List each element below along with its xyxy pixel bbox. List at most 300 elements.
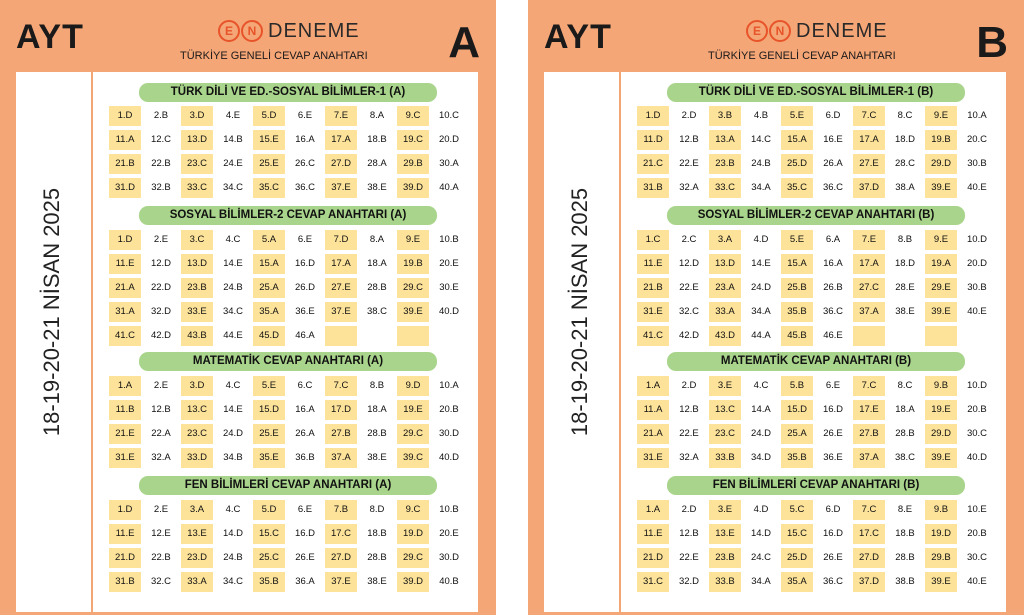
section-title: FEN BİLİMLERİ CEVAP ANAHTARI (B)	[667, 476, 965, 495]
answer-cell: 28.A	[367, 158, 387, 169]
answer-cell: 32.A	[679, 182, 699, 193]
answer-cell: 11.B	[109, 400, 141, 420]
answer-cell: 4.B	[753, 110, 769, 121]
answer-cell: 22.B	[151, 552, 171, 563]
answer-cell: 22.D	[150, 282, 172, 293]
answer-cell: 25.C	[253, 548, 285, 568]
answer-cell: 12.B	[679, 134, 699, 145]
answer-cell: 16.D	[294, 528, 316, 539]
answer-cell: 46.E	[823, 330, 843, 341]
answer-cell: 13.D	[181, 254, 213, 274]
answer-cell: 2.B	[153, 110, 169, 121]
answer-cell: 4.C	[753, 380, 769, 391]
logo-n-ring: N	[241, 20, 263, 42]
answer-cell: 6.A	[825, 234, 841, 245]
answer-grid	[637, 500, 997, 592]
answer-cell: 12.B	[151, 404, 171, 415]
answer-cell: 34.C	[222, 182, 244, 193]
answer-cell: 34.B	[223, 452, 243, 463]
answer-cell: 32.A	[679, 452, 699, 463]
answer-cell: 7.D	[325, 230, 357, 250]
answer-cell: 36.B	[295, 452, 315, 463]
answer-cell: 6.E	[297, 110, 313, 121]
empty-answer-cell	[325, 326, 357, 346]
answer-cell: 23.A	[709, 278, 741, 298]
answer-cell: 25.A	[781, 424, 813, 444]
answer-cell: 33.C	[709, 178, 741, 198]
answer-cell: 33.B	[709, 572, 741, 592]
answer-cell: 22.E	[679, 552, 699, 563]
answer-cell: 21.B	[637, 278, 669, 298]
answer-cell: 36.C	[822, 182, 844, 193]
answer-cell: 20.D	[966, 258, 988, 269]
answer-cell: 25.E	[253, 424, 285, 444]
brand-name: DENEME	[796, 19, 888, 42]
answer-cell: 8.B	[897, 234, 913, 245]
answer-cell: 18.A	[367, 258, 387, 269]
answer-grid	[637, 230, 997, 346]
answer-cell: 16.E	[823, 134, 843, 145]
answer-cell: 6.E	[825, 380, 841, 391]
answer-cell: 24.D	[750, 282, 772, 293]
answer-cell: 4.D	[753, 234, 769, 245]
answer-cell: 3.D	[181, 376, 213, 396]
answer-cell: 45.B	[781, 326, 813, 346]
exam-label: AYT	[16, 18, 84, 56]
answer-cell: 21.D	[109, 548, 141, 568]
answer-cell: 2.D	[681, 380, 697, 391]
answer-cell: 24.B	[223, 282, 243, 293]
answer-cell: 15.A	[781, 254, 813, 274]
answer-cell: 37.A	[325, 448, 357, 468]
answer-cell: 10.A	[439, 380, 459, 391]
answer-cell: 24.B	[751, 158, 771, 169]
answer-cell: 33.A	[709, 302, 741, 322]
answer-key-panel-a	[0, 0, 496, 615]
answer-cell: 11.E	[109, 524, 141, 544]
answer-cell: 5.D	[253, 106, 285, 126]
answer-cell: 16.A	[295, 404, 315, 415]
answer-cell: 23.B	[181, 278, 213, 298]
answer-cell: 8.A	[369, 234, 385, 245]
answer-cell: 1.C	[637, 230, 669, 250]
answer-cell: 40.D	[438, 452, 460, 463]
answer-cell: 27.D	[853, 548, 885, 568]
answer-cell: 16.D	[294, 258, 316, 269]
answer-cell: 18.B	[367, 134, 387, 145]
answer-cell: 36.C	[822, 306, 844, 317]
answer-cell: 8.D	[369, 504, 385, 515]
answer-cell: 5.C	[781, 500, 813, 520]
answer-cell: 17.C	[325, 524, 357, 544]
answer-cell: 35.B	[253, 572, 285, 592]
answer-cell: 38.B	[895, 576, 915, 587]
answer-cell: 19.C	[397, 130, 429, 150]
answer-cell: 31.E	[637, 302, 669, 322]
answer-cell: 46.A	[295, 330, 315, 341]
answer-cell: 29.D	[925, 424, 957, 444]
answer-cell: 19.D	[397, 524, 429, 544]
answer-cell: 36.C	[822, 576, 844, 587]
answer-cell: 15.D	[781, 400, 813, 420]
answer-cell: 38.C	[366, 306, 388, 317]
answer-cell: 7.C	[853, 500, 885, 520]
answer-cell: 44.A	[751, 330, 771, 341]
answer-cell: 5.E	[253, 376, 285, 396]
answer-cell: 8.C	[897, 380, 913, 391]
answer-cell: 30.D	[438, 552, 460, 563]
answer-cell: 12.D	[678, 258, 700, 269]
answer-cell: 20.E	[439, 528, 459, 539]
answer-cell: 14.E	[223, 404, 243, 415]
answer-cell: 37.E	[325, 572, 357, 592]
answer-cell: 1.D	[109, 230, 141, 250]
answer-cell: 17.D	[325, 400, 357, 420]
answer-cell: 20.B	[967, 528, 987, 539]
answer-cell: 3.E	[709, 376, 741, 396]
section-title: MATEMATİK CEVAP ANAHTARI (B)	[667, 352, 965, 371]
answer-grid	[637, 106, 997, 198]
answer-cell: 26.A	[295, 428, 315, 439]
exam-label: AYT	[544, 18, 612, 56]
answer-cell: 25.D	[781, 548, 813, 568]
answer-cell: 15.D	[253, 400, 285, 420]
answer-cell: 27.B	[853, 424, 885, 444]
answer-cell: 39.E	[925, 448, 957, 468]
answer-cell: 15.E	[253, 130, 285, 150]
answer-cell: 41.C	[109, 326, 141, 346]
answer-cell: 23.B	[709, 548, 741, 568]
answer-cell: 38.E	[895, 306, 915, 317]
answer-cell: 37.D	[853, 572, 885, 592]
answer-cell: 3.E	[709, 500, 741, 520]
answer-cell: 29.C	[397, 424, 429, 444]
answer-grid	[109, 106, 469, 198]
answer-cell: 23.C	[181, 154, 213, 174]
answer-cell: 13.D	[181, 130, 213, 150]
empty-answer-cell	[889, 326, 921, 346]
answer-cell: 19.B	[397, 254, 429, 274]
answer-cell: 29.C	[397, 278, 429, 298]
answer-cell: 10.D	[966, 380, 988, 391]
answer-cell: 23.D	[181, 548, 213, 568]
answer-cell: 36.A	[295, 576, 315, 587]
answer-cell: 5.E	[781, 230, 813, 250]
answer-cell: 36.C	[294, 182, 316, 193]
answer-cell: 30.A	[439, 158, 459, 169]
answer-cell: 25.A	[253, 278, 285, 298]
answer-cell: 24.C	[750, 552, 772, 563]
answer-cell: 38.E	[367, 182, 387, 193]
answer-cell: 13.E	[181, 524, 213, 544]
answer-cell: 11.A	[109, 130, 141, 150]
empty-answer-cell	[853, 326, 885, 346]
answer-cell: 45.D	[253, 326, 285, 346]
answer-cell: 32.B	[151, 182, 171, 193]
answer-cell: 21.B	[109, 154, 141, 174]
answer-cell: 39.E	[925, 178, 957, 198]
answer-cell: 26.E	[823, 552, 843, 563]
answer-cell: 17.A	[853, 130, 885, 150]
answer-cell: 3.A	[181, 500, 213, 520]
answer-cell: 30.B	[967, 158, 987, 169]
answer-cell: 11.D	[637, 130, 669, 150]
answer-cell: 7.C	[853, 376, 885, 396]
answer-cell: 31.D	[109, 178, 141, 198]
answer-cell: 26.E	[295, 552, 315, 563]
answer-cell: 25.E	[253, 154, 285, 174]
answer-cell: 21.A	[637, 424, 669, 444]
answer-cell: 27.D	[325, 548, 357, 568]
answer-cell: 22.E	[679, 428, 699, 439]
answer-cell: 38.E	[367, 452, 387, 463]
section-title: SOSYAL BİLİMLER-2 CEVAP ANAHTARI (A)	[139, 206, 437, 225]
answer-cell: 19.B	[925, 130, 957, 150]
answer-sheet	[621, 72, 1006, 612]
answer-cell: 1.A	[109, 376, 141, 396]
answer-cell: 36.E	[823, 452, 843, 463]
answer-cell: 40.D	[966, 452, 988, 463]
section-title: TÜRK DİLİ VE ED.-SOSYAL BİLİMLER-1 (B)	[667, 83, 965, 102]
answer-cell: 9.D	[397, 376, 429, 396]
answer-grid	[109, 376, 469, 468]
answer-cell: 39.E	[925, 302, 957, 322]
answer-cell: 1.A	[637, 500, 669, 520]
answer-cell: 29.B	[397, 154, 429, 174]
answer-cell: 29.C	[397, 548, 429, 568]
answer-cell: 19.A	[925, 254, 957, 274]
subtitle: TÜRKİYE GENELİ CEVAP ANAHTARI	[180, 50, 368, 62]
answer-cell: 17.A	[325, 254, 357, 274]
answer-cell: 18.D	[894, 258, 916, 269]
answer-cell: 32.D	[150, 306, 172, 317]
answer-cell: 30.B	[967, 282, 987, 293]
answer-grid	[637, 376, 997, 468]
answer-cell: 22.E	[679, 158, 699, 169]
answer-cell: 10.E	[967, 504, 987, 515]
answer-cell: 6.E	[297, 234, 313, 245]
answer-cell: 15.A	[781, 130, 813, 150]
answer-cell: 8.B	[369, 380, 385, 391]
answer-cell: 34.A	[751, 306, 771, 317]
answer-cell: 21.D	[637, 548, 669, 568]
answer-cell: 8.C	[897, 110, 913, 121]
answer-cell: 4.C	[225, 234, 241, 245]
answer-cell: 41.C	[637, 326, 669, 346]
answer-cell: 34.A	[751, 182, 771, 193]
answer-cell: 5.A	[253, 230, 285, 250]
answer-cell: 40.B	[439, 576, 459, 587]
answer-cell: 27.B	[325, 424, 357, 444]
answer-cell: 15.C	[781, 524, 813, 544]
answer-cell: 18.A	[895, 404, 915, 415]
answer-cell: 7.B	[325, 500, 357, 520]
answer-cell: 23.B	[709, 154, 741, 174]
answer-cell: 12.D	[150, 258, 172, 269]
answer-cell: 6.E	[297, 504, 313, 515]
answer-cell: 3.A	[709, 230, 741, 250]
answer-cell: 18.B	[367, 528, 387, 539]
answer-cell: 44.E	[223, 330, 243, 341]
answer-cell: 31.E	[109, 448, 141, 468]
answer-cell: 23.C	[181, 424, 213, 444]
answer-cell: 6.D	[825, 110, 841, 121]
answer-cell: 13.C	[709, 400, 741, 420]
answer-cell: 34.C	[222, 576, 244, 587]
answer-cell: 40.E	[967, 576, 987, 587]
answer-cell: 9.C	[397, 500, 429, 520]
answer-cell: 30.D	[438, 428, 460, 439]
answer-cell: 14.E	[751, 258, 771, 269]
answer-cell: 26.B	[823, 282, 843, 293]
answer-cell: 25.B	[781, 278, 813, 298]
empty-answer-cell	[361, 326, 393, 346]
answer-cell: 26.A	[823, 158, 843, 169]
answer-cell: 10.C	[438, 110, 460, 121]
answer-cell: 43.B	[181, 326, 213, 346]
answer-cell: 22.B	[151, 158, 171, 169]
answer-cell: 16.D	[822, 404, 844, 415]
answer-cell: 28.B	[367, 282, 387, 293]
answer-cell: 31.C	[637, 572, 669, 592]
empty-answer-cell	[925, 326, 957, 346]
answer-cell: 18.D	[894, 134, 916, 145]
answer-cell: 20.D	[438, 134, 460, 145]
answer-cell: 42.D	[150, 330, 172, 341]
answer-cell: 1.A	[637, 376, 669, 396]
answer-cell: 35.C	[781, 178, 813, 198]
answer-cell: 6.D	[825, 504, 841, 515]
answer-cell: 32.A	[151, 452, 171, 463]
answer-cell: 2.E	[153, 234, 169, 245]
answer-grid	[109, 500, 469, 592]
answer-cell: 27.E	[853, 154, 885, 174]
answer-cell: 17.E	[853, 400, 885, 420]
section-title: TÜRK DİLİ VE ED.-SOSYAL BİLİMLER-1 (A)	[139, 83, 437, 102]
answer-cell: 20.C	[966, 134, 988, 145]
answer-cell: 4.D	[753, 504, 769, 515]
answer-cell: 39.D	[397, 572, 429, 592]
section-title: SOSYAL BİLİMLER-2 CEVAP ANAHTARI (B)	[667, 206, 965, 225]
answer-cell: 11.E	[637, 524, 669, 544]
answer-cell: 38.C	[894, 452, 916, 463]
exam-date: 18-19-20-21 NİSAN 2025	[567, 187, 592, 437]
answer-cell: 15.C	[253, 524, 285, 544]
answer-cell: 39.D	[397, 178, 429, 198]
answer-cell: 3.C	[181, 230, 213, 250]
answer-cell: 6.C	[297, 380, 313, 391]
answer-cell: 1.D	[109, 106, 141, 126]
answer-cell: 13.E	[709, 524, 741, 544]
answer-cell: 31.B	[109, 572, 141, 592]
answer-cell: 18.B	[895, 528, 915, 539]
answer-cell: 17.A	[325, 130, 357, 150]
answer-cell: 27.E	[325, 278, 357, 298]
answer-cell: 14.E	[223, 258, 243, 269]
answer-cell: 30.C	[966, 552, 988, 563]
answer-cell: 13.C	[181, 400, 213, 420]
answer-cell: 15.A	[253, 254, 285, 274]
answer-cell: 27.C	[853, 278, 885, 298]
answer-cell: 35.A	[253, 302, 285, 322]
answer-cell: 35.E	[253, 448, 285, 468]
brand-logo	[746, 18, 888, 44]
answer-cell: 35.B	[781, 302, 813, 322]
empty-answer-cell	[961, 326, 993, 346]
answer-cell: 18.A	[367, 404, 387, 415]
answer-cell: 22.E	[679, 282, 699, 293]
answer-cell: 19.E	[925, 400, 957, 420]
answer-cell: 14.D	[750, 528, 772, 539]
answer-cell: 11.A	[637, 400, 669, 420]
answer-cell: 27.D	[325, 154, 357, 174]
answer-cell: 9.B	[925, 500, 957, 520]
answer-cell: 38.A	[895, 182, 915, 193]
answer-cell: 26.D	[294, 282, 316, 293]
answer-cell: 21.C	[637, 154, 669, 174]
answer-cell: 14.A	[751, 404, 771, 415]
answer-cell: 10.D	[966, 234, 988, 245]
answer-cell: 36.E	[295, 306, 315, 317]
answer-cell: 10.B	[439, 504, 459, 515]
answer-cell: 33.B	[709, 448, 741, 468]
answer-cell: 17.C	[853, 524, 885, 544]
answer-cell: 19.E	[397, 400, 429, 420]
answer-sheet	[93, 72, 478, 612]
answer-cell: 5.E	[781, 106, 813, 126]
answer-cell: 14.D	[222, 528, 244, 539]
answer-cell: 35.A	[781, 572, 813, 592]
answer-cell: 4.C	[225, 504, 241, 515]
answer-cell: 17.A	[853, 254, 885, 274]
answer-cell: 40.D	[438, 306, 460, 317]
answer-cell: 21.E	[109, 424, 141, 444]
answer-cell: 9.E	[925, 106, 957, 126]
answer-cell: 29.E	[925, 278, 957, 298]
answer-cell: 35.C	[253, 178, 285, 198]
answer-cell: 1.D	[637, 106, 669, 126]
booklet-letter: B	[976, 18, 1008, 67]
answer-cell: 2.D	[681, 110, 697, 121]
answer-cell: 37.A	[853, 302, 885, 322]
answer-cell: 7.C	[853, 106, 885, 126]
answer-cell: 33.A	[181, 572, 213, 592]
answer-cell: 20.B	[439, 404, 459, 415]
brand-logo	[218, 18, 360, 44]
answer-cell: 4.E	[225, 110, 241, 121]
brand-name: DENEME	[268, 19, 360, 42]
answer-cell: 38.E	[367, 576, 387, 587]
answer-cell: 21.A	[109, 278, 141, 298]
answer-cell: 28.E	[895, 282, 915, 293]
answer-cell: 24.B	[223, 552, 243, 563]
answer-cell: 30.C	[966, 428, 988, 439]
answer-cell: 20.B	[967, 404, 987, 415]
answer-cell: 33.E	[181, 302, 213, 322]
answer-cell: 2.E	[153, 380, 169, 391]
answer-cell: 37.D	[853, 178, 885, 198]
answer-cell: 31.B	[637, 178, 669, 198]
answer-cell: 4.C	[225, 380, 241, 391]
answer-cell: 28.B	[895, 428, 915, 439]
answer-cell: 23.C	[709, 424, 741, 444]
answer-cell: 24.E	[223, 158, 243, 169]
answer-cell: 12.B	[679, 528, 699, 539]
answer-cell: 9.E	[925, 230, 957, 250]
answer-cell: 9.E	[397, 230, 429, 250]
answer-cell: 37.E	[325, 302, 357, 322]
answer-cell: 10.B	[439, 234, 459, 245]
